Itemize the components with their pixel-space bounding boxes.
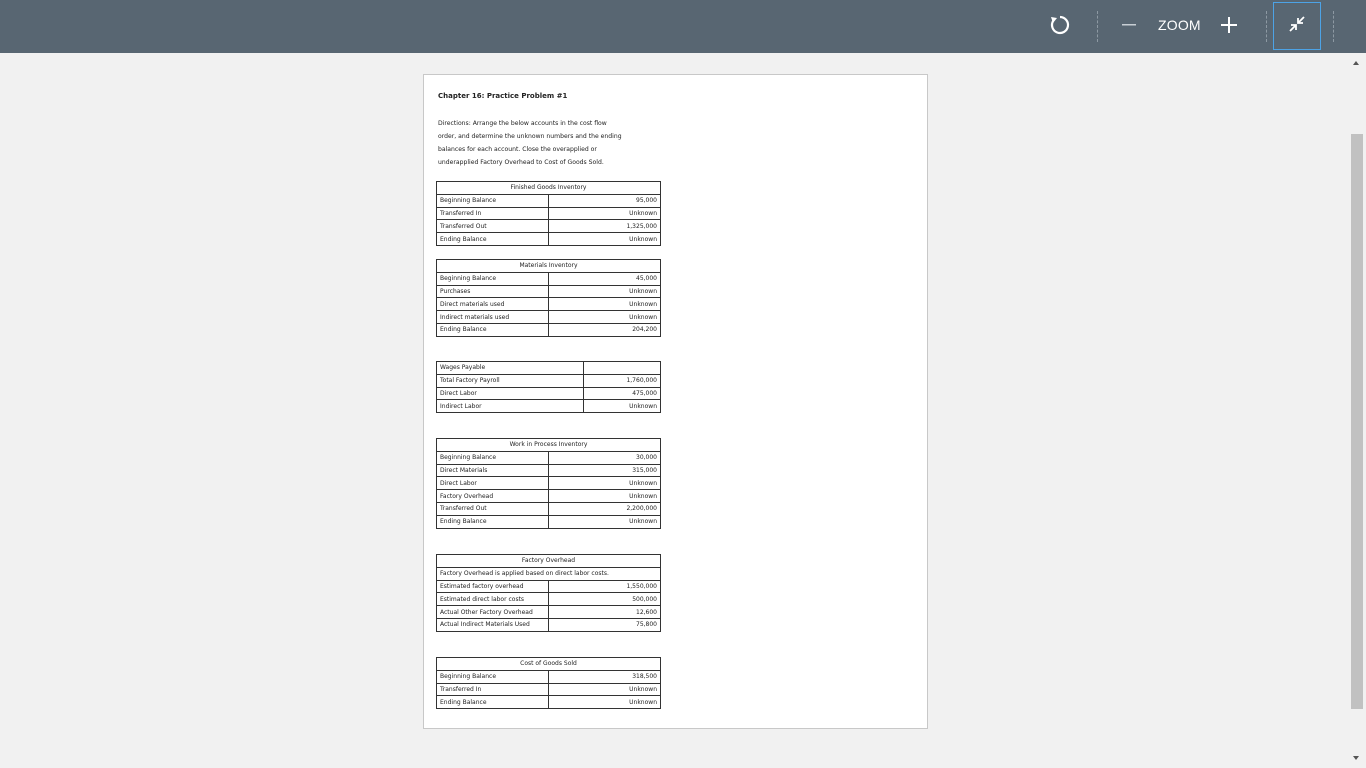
rotate-cw-icon	[1049, 14, 1071, 40]
row-value: Unknown	[584, 400, 661, 413]
row-label: Purchases	[437, 285, 549, 298]
toolbar-divider	[1097, 11, 1098, 42]
table-row	[437, 477, 661, 490]
row-value: Unknown	[549, 515, 661, 528]
row-value: 1,325,000	[549, 220, 661, 233]
row-value: 500,000	[549, 593, 661, 606]
document-title: Chapter 16: Practice Problem #1	[438, 92, 568, 100]
table-row	[437, 670, 661, 683]
row-value: Unknown	[549, 477, 661, 490]
table-row	[437, 606, 661, 619]
row-value: 204,200	[549, 323, 661, 336]
table-row	[437, 207, 661, 220]
row-value: 475,000	[584, 387, 661, 400]
table-header: Work in Process Inventory	[437, 439, 661, 452]
scroll-up-arrow-icon[interactable]	[1353, 61, 1359, 65]
table-row	[437, 220, 661, 233]
table-row	[437, 683, 661, 696]
row-label: Beginning Balance	[437, 670, 549, 683]
table-row	[437, 387, 661, 400]
row-label: Transferred In	[437, 683, 549, 696]
row-label: Transferred Out	[437, 502, 549, 515]
row-label: Actual Other Factory Overhead	[437, 606, 549, 619]
row-label: Estimated factory overhead	[437, 580, 549, 593]
table-row	[437, 567, 661, 580]
row-label: Direct Labor	[437, 477, 549, 490]
table-row	[437, 362, 661, 375]
factory-overhead-table	[436, 554, 661, 632]
minus-icon	[1121, 17, 1137, 37]
row-value: 30,000	[549, 451, 661, 464]
table-row	[437, 618, 661, 631]
row-value: Unknown	[549, 233, 661, 246]
row-label: Ending Balance	[437, 515, 549, 528]
row-value: Unknown	[549, 311, 661, 324]
exit-fullscreen-button[interactable]	[1273, 2, 1321, 50]
row-label: Ending Balance	[437, 696, 549, 709]
table-row	[437, 323, 661, 336]
row-label: Transferred Out	[437, 220, 549, 233]
row-label: Actual Indirect Materials Used	[437, 618, 549, 631]
table-row	[437, 490, 661, 503]
row-label: Total Factory Payroll	[437, 374, 584, 387]
table-row	[437, 464, 661, 477]
scroll-thumb[interactable]	[1351, 134, 1363, 709]
row-label: Wages Payable	[437, 362, 584, 375]
table-header: Factory Overhead	[437, 555, 661, 568]
overhead-note: Factory Overhead is applied based on direct labor costs.	[437, 567, 661, 580]
row-label: Ending Balance	[437, 323, 549, 336]
vertical-scrollbar[interactable]	[1351, 53, 1363, 768]
table-header: Materials Inventory	[437, 260, 661, 273]
zoom-label: ZOOM	[1158, 17, 1201, 33]
table-header: Finished Goods Inventory	[437, 182, 661, 195]
row-label: Indirect Labor	[437, 400, 584, 413]
table-row	[437, 194, 661, 207]
row-value: Unknown	[549, 490, 661, 503]
directions-text: Directions: Arrange the below accounts in the cost flow order, and determine the unknown numbers and the ending balances for each account. Close the overapplied or underapplied Factory Overhead to Cost of Goods Sold.	[438, 120, 622, 166]
row-label: Direct materials used	[437, 298, 549, 311]
table-row	[437, 400, 661, 413]
row-value: 12,600	[549, 606, 661, 619]
toolbar-divider	[1266, 11, 1267, 42]
finished-goods-table	[436, 181, 661, 246]
row-value: Unknown	[549, 696, 661, 709]
wages-payable-table	[436, 361, 661, 413]
materials-inventory-table	[436, 259, 661, 337]
row-label: Beginning Balance	[437, 272, 549, 285]
plus-icon	[1220, 16, 1238, 38]
toolbar-divider	[1333, 11, 1334, 42]
row-value: 95,000	[549, 194, 661, 207]
row-value: Unknown	[549, 207, 661, 220]
document-page	[423, 74, 928, 729]
row-value: 1,760,000	[584, 374, 661, 387]
work-in-process-table	[436, 438, 661, 529]
row-label: Direct Materials	[437, 464, 549, 477]
table-row	[437, 451, 661, 464]
row-label: Beginning Balance	[437, 194, 549, 207]
table-row	[437, 502, 661, 515]
table-row	[437, 272, 661, 285]
row-value: Unknown	[549, 285, 661, 298]
row-label: Transferred In	[437, 207, 549, 220]
row-label: Ending Balance	[437, 233, 549, 246]
row-value: 1,550,000	[549, 580, 661, 593]
reset-zoom-button[interactable]	[1040, 0, 1080, 53]
scroll-down-arrow-icon[interactable]	[1353, 756, 1359, 760]
table-row	[437, 593, 661, 606]
row-value: Unknown	[549, 298, 661, 311]
table-row	[437, 374, 661, 387]
table-row	[437, 311, 661, 324]
row-label: Indirect materials used	[437, 311, 549, 324]
row-label: Beginning Balance	[437, 451, 549, 464]
table-row	[437, 696, 661, 709]
row-value: 318,500	[549, 670, 661, 683]
cost-of-goods-sold-table	[436, 657, 661, 709]
viewer-toolbar	[0, 0, 1366, 53]
row-label: Estimated direct labor costs	[437, 593, 549, 606]
row-value: 315,000	[549, 464, 661, 477]
zoom-in-button[interactable]	[1215, 0, 1243, 53]
table-row	[437, 285, 661, 298]
row-value: 45,000	[549, 272, 661, 285]
collapse-icon	[1287, 14, 1307, 38]
table-header: Cost of Goods Sold	[437, 658, 661, 671]
row-value: Unknown	[549, 683, 661, 696]
row-label: Factory Overhead	[437, 490, 549, 503]
row-value	[584, 362, 661, 375]
row-value: 2,200,000	[549, 502, 661, 515]
table-row	[437, 580, 661, 593]
zoom-out-button[interactable]	[1115, 0, 1143, 53]
table-row	[437, 233, 661, 246]
row-label: Direct Labor	[437, 387, 584, 400]
table-row	[437, 298, 661, 311]
table-row	[437, 515, 661, 528]
row-value: 75,800	[549, 618, 661, 631]
